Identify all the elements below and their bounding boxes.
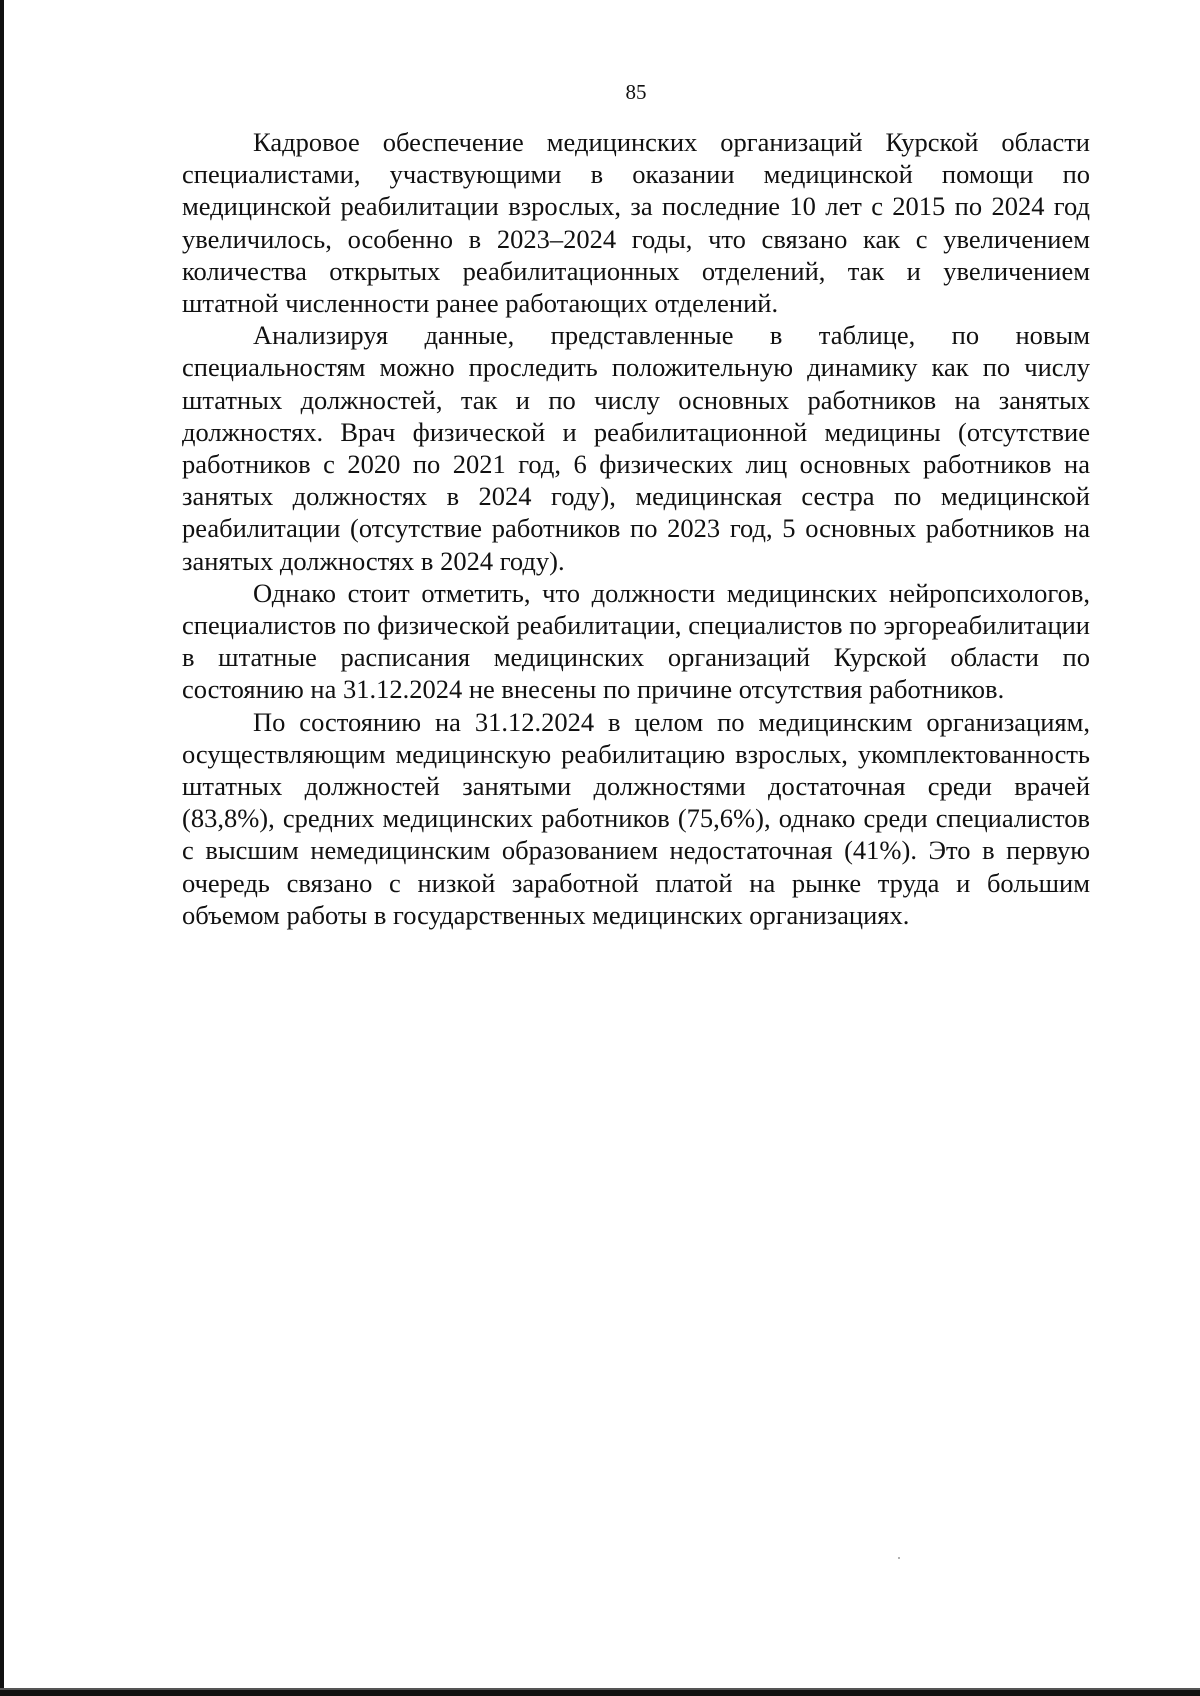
scan-speck	[898, 1557, 900, 1559]
scan-bottom-edge	[0, 1690, 1200, 1696]
page-number: 85	[625, 80, 647, 104]
paragraph-staffing-levels: По состоянию на 31.12.2024 в целом по медицинским организациям, осуществляющим медицинскую реабилитацию взрослых, укомплектованность штатных должностей занятыми должностями достаточная среди врачей (83,8%), средних медицинских работников (75,6%), однако среди специалистов с высшим немедицинским образованием недостаточная (41%). Это в первую очередь связано с низкой заработной платой на рынке труда и большим объемом работы в государственных медицинских организациях.	[182, 706, 1090, 930]
document-body	[182, 126, 1090, 931]
paragraph-new-specialties: Анализируя данные, представленные в таблице, по новым специальностям можно проследить положительную динамику как по числу штатных должностей, так и по числу основных работников на занятых должностях. Врач физической и реабилитационной медицины (отсутствие работников с 2020 по 2021 год, 6 физических лиц основных работников на занятых должностях в 2024 году), медицинская сестра по медицинской реабилитации (отсутствие работников по 2023 год, 5 основных работников на занятых должностях в 2024 году).	[182, 320, 1090, 576]
paragraph-missing-positions: Однако стоит отметить, что должности медицинских нейропсихологов, специалистов по физической реабилитации, специалистов по эргореабилитации в штатные расписания медицинских организаций Курской области по состоянию на 31.12.2024 не внесены по причине отсутствия работников.	[182, 577, 1090, 705]
paragraph-staffing: Кадровое обеспечение медицинских организаций Курской области специалистами, участвующими в оказании медицинской помощи по медицинской реабилитации взрослых, за последние 10 лет с 2015 по 2024 год увеличилось, особенно в 2023–2024 годы, что связано как с увеличением количества открытых реабилитационных отделений, так и увеличением штатной численности ранее работающих отделений.	[182, 127, 1090, 319]
scan-left-edge	[0, 0, 4, 1696]
